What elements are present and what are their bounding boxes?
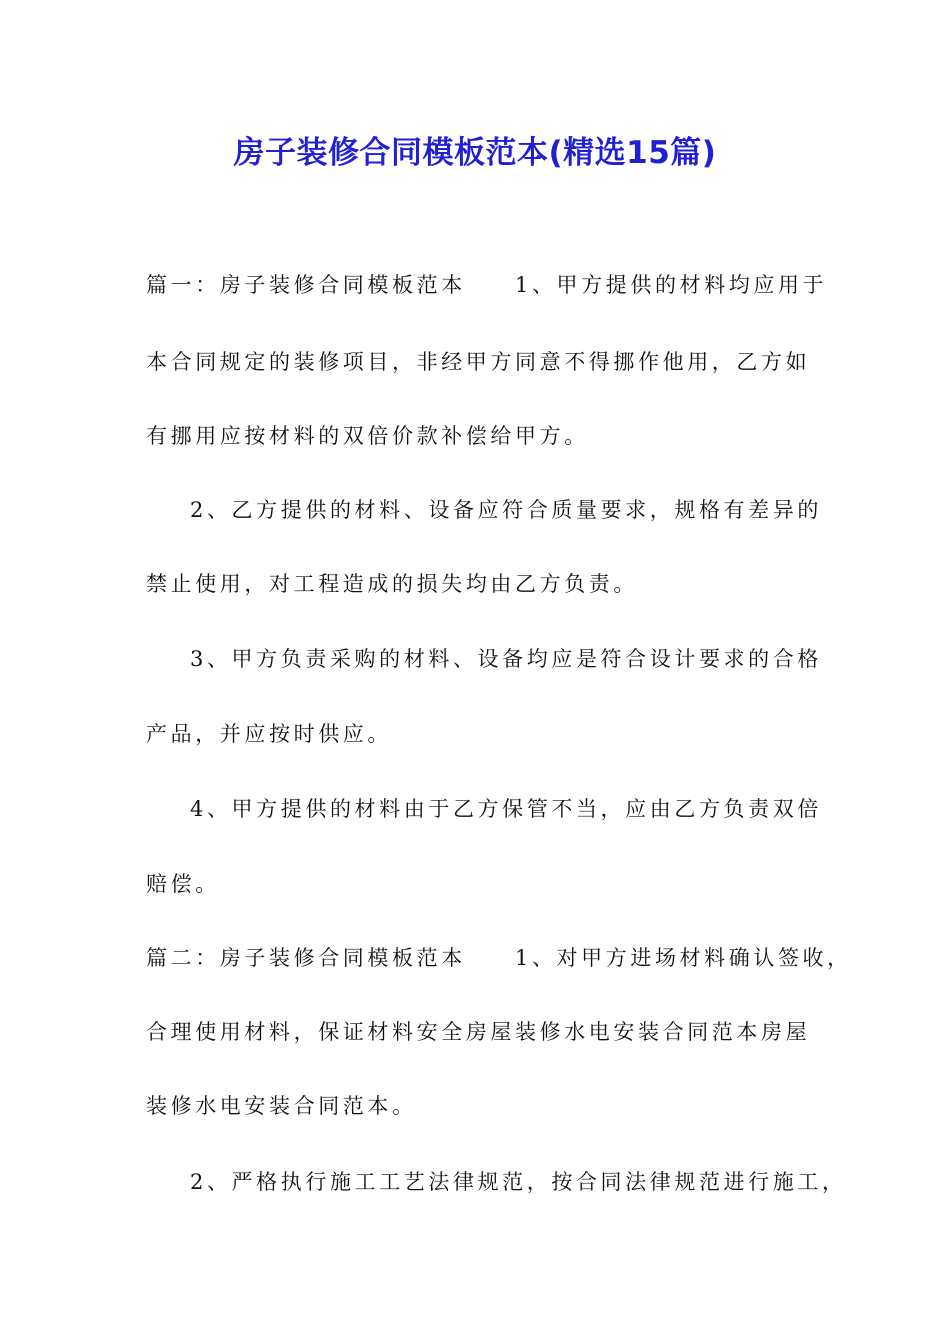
document-title: 房子装修合同模板范本(精选15篇) [233, 135, 717, 171]
section-1-item-4-line-1: 4、甲方提供的材料由于乙方保管不当，应由乙方负责双倍 [190, 797, 822, 821]
section-2-item-2-line-1: 2、严格执行施工工艺法律规范，按合同法律规范进行施工， [190, 1170, 847, 1194]
section-1-item-3-line-2: 产品，并应按时供应。 [146, 722, 392, 746]
section-1-line-3: 有挪用应按材料的双倍价款补偿给甲方。 [146, 424, 589, 448]
section-2-line-2: 合理使用材料，保证材料安全房屋装修水电安装合同范本房屋 [146, 1020, 811, 1044]
section-1-item-4-line-2: 赔偿。 [146, 872, 220, 896]
section-2-line-1: 篇二：房子装修合同模板范本 1、对甲方进场材料确认签收， [146, 946, 852, 970]
section-1-item-2-line-2: 禁止使用，对工程造成的损失均由乙方负责。 [146, 572, 638, 596]
section-1-line-2: 本合同规定的装修项目，非经甲方同意不得挪作他用，乙方如 [146, 350, 811, 374]
section-2-line-3: 装修水电安装合同范本。 [146, 1094, 417, 1118]
section-1-item-2-line-1: 2、乙方提供的材料、设备应符合质量要求，规格有差异的 [190, 498, 822, 522]
section-1-line-1: 篇一：房子装修合同模板范本 1、甲方提供的材料均应用于 [146, 273, 828, 297]
section-1-item-3-line-1: 3、甲方负责采购的材料、设备均应是符合设计要求的合格 [190, 647, 822, 671]
